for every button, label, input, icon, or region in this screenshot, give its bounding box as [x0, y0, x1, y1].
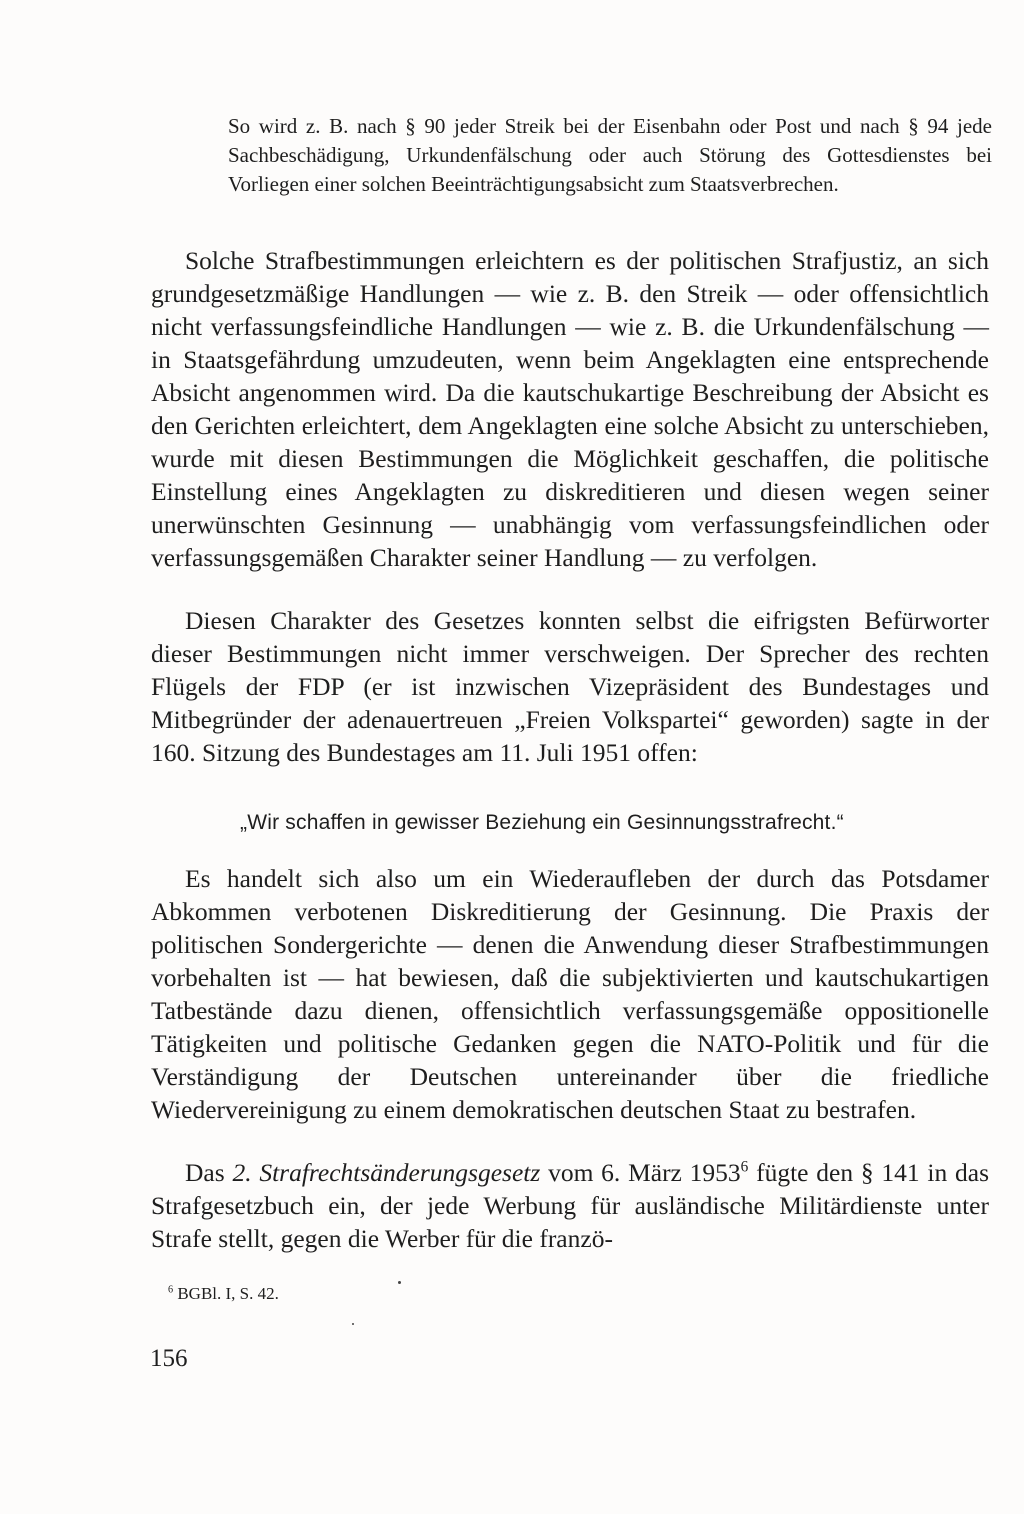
- paragraph-strafbestimmungen: Solche Strafbestimmungen erleichtern es der politischen Strafjustiz, an sich grundgesetzmäßige Handlungen — wie z. B. den Streik — oder offensichtlich nicht verfassungsfeindliche Handlungen — wie z. B. die Urkundenfälschung — in Staatsgefährdung umzudeuten, wenn beim Angeklagten eine entsprechende Absicht angenommen wird. Da die kautschukartige Beschreibung der Absicht es den Gerichten erleichtert, dem Angeklagten eine solche Absicht zu unterschieben, wurde mit diesen Bestimmungen die Möglichkeit geschaffen, die politische Einstellung eines Angeklagten zu diskreditieren und diesen wegen seiner unerwünschten Gesinnung — unabhängig vom verfassungsfeindlichen oder verfassungsgemäßen Charakter seiner Handlung — zu verfolgen.: [151, 246, 989, 572]
- paragraph-charakter-des-gesetzes: Diesen Charakter des Gesetzes konnten selbst die eifrigsten Befürworter dieser Bestimmungen nicht immer verschweigen. Der Sprecher des rechten Flügels der FDP (er ist inzwischen Vizepräsident des Bundestages und Mitbegründer der adenauertreuen „Freien Volkspartei“ geworden) sagte in der 160. Sitzung des Bundestages am 11. Juli 1951 offen:: [151, 606, 989, 767]
- paragraph-strafrechtsaenderungsgesetz: [151, 1156, 989, 1255]
- footnote: [168, 1282, 279, 1306]
- print-speck: [398, 1281, 401, 1284]
- paragraph-middle: vom 6. März 1953: [540, 1158, 741, 1187]
- footnote-marker: 6: [168, 1284, 174, 1296]
- page-number: 156: [150, 1345, 188, 1372]
- paragraph-wiederaufleben: Es handelt sich also um ein Wiederaufleben der durch das Potsdamer Abkommen verbotenen Diskreditierung der Gesinnung. Die Praxis der politischen Sondergerichte — denen die Anwendung dieser Strafbestimmungen vorbehalten ist — hat bewiesen, daß die subjektivierten und kautschukartigen Tatbestände dazu dienen, offensichtlich verfassungsgemäße oppositionelle Tätigkeiten und politische Gedanken gegen die NATO-Politik und für die Verständigung der Deutschen untereinander über die friedliche Wiedervereinigung zu einem demokratischen deutschen Staat zu bestrafen.: [151, 864, 989, 1124]
- indented-note: So wird z. B. nach § 90 jeder Streik bei der Eisenbahn oder Post und nach § 94 jede Sachbeschädigung, Urkundenfälschung oder auch Störung des Gottesdienstes bei Vorliegen einer solchen Beeinträchtigungsabsicht zum Staatsverbrechen.: [228, 114, 992, 196]
- block-quote: „Wir schaffen in gewisser Beziehung ein Gesinnungsstrafrecht.“: [240, 811, 844, 834]
- paragraph-tail: fügte den § 141 in das Strafgesetzbuch ein, der jede Werbung für ausländische Militärdienste unter Strafe stellt, gegen die Werber für die franzö-: [151, 1158, 989, 1253]
- footnote-text: BGBl. I, S. 42.: [173, 1284, 279, 1303]
- paragraph-lead: Das: [185, 1158, 233, 1187]
- footnote-reference: 6: [740, 1158, 749, 1176]
- law-title: 2. Strafrechtsänderungsgesetz: [232, 1158, 541, 1187]
- print-speck: [352, 1323, 354, 1325]
